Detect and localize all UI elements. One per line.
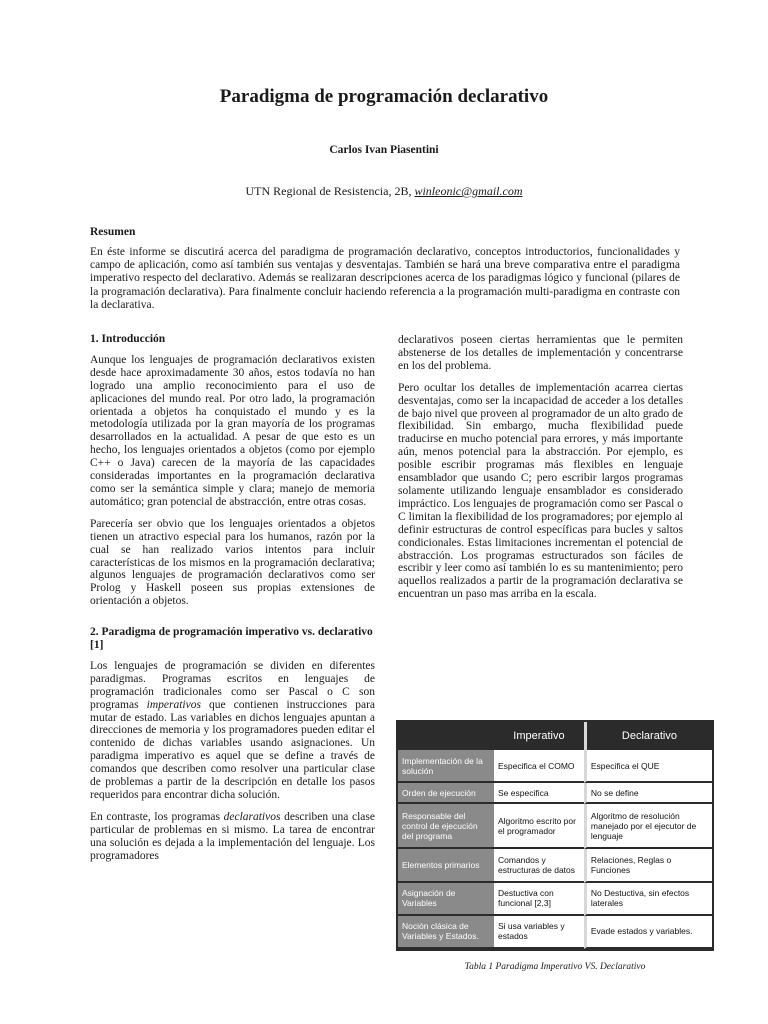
table-header-empty [398, 722, 494, 750]
text-run: En contraste, los programas [90, 810, 224, 823]
table-header-imperativo: Imperativo [494, 722, 584, 750]
table-cell: Algoritmo escrito por el programador [494, 804, 584, 849]
right-column [398, 334, 683, 610]
author-email-link[interactable]: winleonic@gmail.com [414, 184, 523, 198]
table-row [398, 750, 712, 783]
table-cell: Se especifica [494, 783, 584, 804]
table-cell: Especifica el COMO [494, 750, 584, 783]
abstract-heading: Resumen [90, 226, 136, 238]
section-1-heading: 1. Introducción [90, 333, 166, 345]
text-run: describen una clase particular de problemas en si mismo. La tarea de encontrar una solución es dejada a la implementación del lenguaje. Los programadores [90, 810, 375, 862]
right-paragraph-2: Pero ocultar los detalles de implementación acarrea ciertas desventajas, como ser la incapacidad de acceder a los detalles de bajo nivel que proveen al programador de un alto grado de flexibilidad. Sin embargo, mucha flexibilidad puede traducirse en mucho potencial para errores, y más importante aún, menos potencial para la abstracción. Por ejemplo, es posible escribir programas más flexibles en lenguaje ensamblador que usando C; pero escribir largos programas solamente utilizando lenguaje ensamblador es considerado impráctico. Los lenguajes de programación como ser Pascal o C limitan la flexibilidad de los programadores; por ejemplo al definir estructuras de control específicas para bucles y saltos condicionales. Estas limitaciones incrementan el potencial de abstracción. Los programas estructurados son fáciles de escribir y leer como así también lo es su mantenimiento; pero aquellos realizados a partir de la programación declarativa se encuentran un paso mas arriba en la escala. [398, 381, 683, 601]
section-2-paragraph-2 [90, 811, 375, 863]
table-cell: Si usa variables y estados [494, 916, 584, 949]
author-name: Carlos Ivan Piasentini [329, 144, 439, 156]
comparison-table [396, 720, 714, 951]
table-cell: Destuctiva con funcional [2,3] [494, 883, 584, 916]
table-row-header: Elementos primarios [398, 849, 494, 882]
table-row-header: Responsable del control de ejecución del programa [398, 804, 494, 849]
abstract-text: En éste informe se discutirá acerca del paradigma de programación declarativo, conceptos introductorios, funcionalidades y campo de aplicación, como así también sus ventajas y desventajas. También se hará una breve comparativa entre el paradigma imperativo respecto del declarativo. Además se realizaran descripciones acerca de los paradigmas lógico y funcional (pilares de la programación declarativa). Para finalmente concluir haciendo referencia a la programación multi-paradigma en contraste con la declarativa. [90, 246, 680, 311]
table-cell: No se define [584, 783, 712, 804]
paper-title: Paradigma de programación declarativo [219, 86, 549, 107]
text-run: Los lenguajes de programación se dividen en diferentes paradigmas. Programas escritos en lenguajes de programación tradicionales como ser Pascal o C son programas [90, 659, 375, 711]
table-cell: Comandos y estructuras de datos [494, 849, 584, 882]
table-cell: Algoritmo de resolución manejado por el ejecutor de lenguaje [584, 804, 712, 849]
table-row-header: Asignación de Variables [398, 883, 494, 916]
right-paragraph-1: declarativos poseen ciertas herramientas que le permiten abstenerse de los detalles de implementación y concentrarse en los del problema. [398, 334, 683, 372]
section-1-paragraph-2: Parecería ser obvio que los lenguajes orientados a objetos tienen un atractivo especial para los humanos, razón por la cual se han realizado varios intentos para incluir características de los mismos en la programación declarativa; algunos lenguajes de programación declarativos como ser Prolog y Haskell poseen sus propias extensiones de orientación a objetos. [90, 517, 375, 608]
table-cell: Relaciones, Reglas o Funciones [584, 849, 712, 882]
emphasis: declarativos [223, 810, 281, 823]
section-2-heading: 2. Paradigma de programación imperativo vs. declarativo [1] [90, 626, 373, 652]
table-row [398, 849, 712, 882]
text-run: que contienen instrucciones para mutar de estado. Las variables en dichos lenguajes apuntan a direcciones de memoria y los programadores pueden editar el contenido de dichas variables usando asignaciones. Un paradigma imperativo es aquel que se define a través de comandos que describen como resolver una particular clase de problemas a partir de la descripción en detalle los pasos requeridos para encontrar dicha solución. [90, 698, 375, 801]
table-row [398, 916, 712, 949]
left-column [90, 333, 375, 872]
table-row [398, 883, 712, 916]
table-caption: Tabla 1 Paradigma Imperativo VS. Declarativo [464, 962, 646, 972]
table-row-header: Implementación de la solución [398, 750, 494, 783]
table-cell: No Destuctiva, sin efectos laterales [584, 883, 712, 916]
table-cell: Evade estados y variables. [584, 916, 712, 949]
table-row [398, 804, 712, 849]
section-2-paragraph-1 [90, 660, 375, 802]
table-row-header: Noción clásica de Variables y Estados. [398, 916, 494, 949]
affiliation [0, 184, 768, 199]
table-cell: Especifica el QUE [584, 750, 712, 783]
section-1-paragraph-1: Aunque los lenguajes de programación declarativos existen desde hace aproximadamente 30 años, estos todavía no han logrado una amplio reconocimiento para el uso de aplicaciones del mundo real. Por otro lado, la programación orientada a objetos ha conquistado el mundo y es la metodología utilizada por la gran mayoría de los programas desarrollados en la actualidad. A pesar de que esto es un hecho, los lenguajes orientados a objetos (como por ejemplo C++ o Java) carecen de la mayoría de las capacidades consideradas importantes en la programación declarativa como ser la semántica simple y clara; manejo de memoria automático; gran potencial de abstracción, entre otras cosas. [90, 353, 375, 508]
table-row-header: Orden de ejecución [398, 783, 494, 804]
affiliation-text: UTN Regional de Resistencia, 2B, [245, 184, 415, 198]
emphasis: imperativos [146, 698, 201, 711]
table-row [398, 783, 712, 804]
table-header-declarativo: Declarativo [584, 722, 712, 750]
